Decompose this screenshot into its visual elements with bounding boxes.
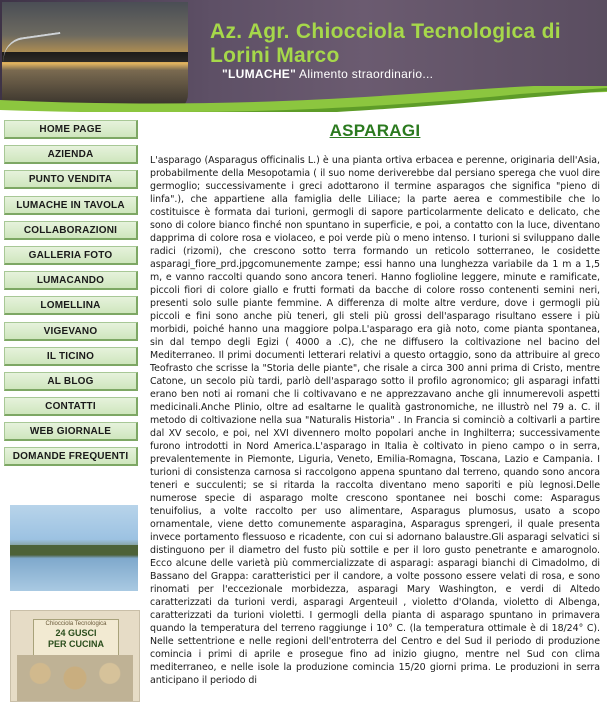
- site-title: Az. Agr. Chiocciola Tecnologica di Lorini Marco: [210, 20, 561, 67]
- nav-galleria-foto[interactable]: GALLERIA FOTO: [4, 246, 138, 265]
- nav-il-ticino[interactable]: IL TICINO: [4, 347, 138, 366]
- sidebar-nav: [0, 120, 140, 473]
- nav-home-page[interactable]: HOME PAGE: [4, 120, 138, 139]
- nav-lomellina[interactable]: LOMELLINA: [4, 296, 138, 315]
- nav-al-blog[interactable]: AL BLOG: [4, 372, 138, 391]
- nav-punto-vendita[interactable]: PUNTO VENDITA: [4, 170, 138, 189]
- main-content: [150, 120, 600, 687]
- product-label: [33, 619, 119, 657]
- snail-shells-product-photo[interactable]: [10, 610, 140, 702]
- article-body: L'asparago (Asparagus officinalis L.) è una pianta ortiva erbacea e perenne, originaria dell'Asia, probabilmente della Mesopotamia ( il suo nome deriverebbe dal persiano sperega che vuol dire germoglio; successivamente i greci adottarono il termine asparagos che significa "pieno di linfa".), che appartiene alla famiglia delle Liliace; la parte aerea e commestibile che lo costituisce è formata dai turioni, germogli di sapore particolarmente delicato e delicato, che sono di colore bianco finché non spuntano in superficie, e poi, a contatto con la luce, diventano dapprima di colore rosa e violaceo, e poi verde più o meno intenso. I turioni si sviluppano dalle radici (rizomi), che crescono sotto terra formando un reticolo sotterraneo, le cosidette asparagi_fiore_prd.jpgcomunemente zampe; essi hanno una lunghezza variabile da 1 m a 1,5 m, e vanno raccolti quando sono ancora teneri. Hanno foglioline leggere, minute e ramificate, piccoli fiori di colore giallo e frutti formati da bacche di colore rosso contenenti semini neri, presenti solo sulle piante femmine. A differenza di molte altre verdure, dove i germogli più piccoli e fini sono anche più teneri, gli steli più grossi dell'asparago risultano essere i più morbidi, poiché hanno una maggiore polpa.L'asparago era già noto, come pianta spontanea, sin dal tempo degli Egizi ( 4000 a .C), che ne diffusero la coltivazione nel bacino del Mediterraneo. Il primi documenti letterari relativi a questo ortaggio, sono da attribuire al greco Teofrasto che scrisse la "Storia delle piante", che risale a circa 300 anni prima di Cristo, mentre Catone, un secolo più tardi, parlò dell'asparago sotto il profilo agronomico; gli asparagi infatti erano ben noti ai romani che li coltivavano e ne apprezzavano anche gli innumerevoli aspetti medicinali.Anche Plinio, oltre ad esaltarne le qualità gastronomiche, ne illustrò nel 79 a. C. il metodo di coltivazione nella sua "Naturalis Historia" . In Francia si cominciò a coltivarli a partire dal XV secolo, e poi, nel XVI divennero molto popolari anche in Inghilterra; successivamente furono introdotti in Nord America.L'asparago in Italia è coltivato in pieno campo o in serra, prevalentemente in Piemonte, Liguria, Veneto, Emilia-Romagna, Toscana, Lazio e Campania. I turioni di consistenza carnosa si raccolgono appena spuntano dal terreno, quando sono ancora teneri e succulenti; se si ritarda la raccolta diventano meno saporiti e più legnosi.Delle numerose specie di asparago molte crescono spontanee nei boschi come: Asparagus tenuifolius, a volte raccolto per uso alimentare, Asparagus plumosus, usato a scopo ornamentale, viene detto comunemente asparagina, Asparagus sprengeri, il quale presenta invece portamento flessuoso e ricadente, con cui si adornano balaustre.Gli asparagi selvatici si distinguono per il diametro del fusto più sottile e per il loro gusto penetrante e amarognolo. Ecco alcune delle varietà più commercializzate di asparagi: asparagi bianchi di Cimadolmo, di Bassano del Grappa: caratteristici per il candore, a volte possono essere velati di rosa, e sono rinomati per l'eccezionale morbidezza, asparagi Mary Washington, e verdi di Altedo caratterizzati da turioni verdi, asparagi Argenteuil , violetto d'Olanda, violetto di Albenga, caratterizzati da turioni violetti. I germogli della pianta di asparago spuntano in primavera quando la temperatura del terreno raggiunge i 10° C. (la temperatura ottimale è di 18/24° C). Nelle settentrione e nelle regioni dell'entroterra del Centro e del Sud il periodo di produzione comincia i primi di aprile e prosegue fino ad inizio giugno, mentre nel Sud con clima mediterraneo, e nelle isole la produzione comincia 15/20 giorni prima. Le produzioni in serra anticipano il periodo di: [150, 155, 600, 686]
- nav-web-giornale[interactable]: WEB GIORNALE: [4, 422, 138, 441]
- lake-landscape-photo[interactable]: [10, 505, 138, 591]
- subtitle-quote: "LUMACHE": [222, 67, 297, 81]
- product-line2: PER CUCINA: [47, 639, 104, 649]
- nav-contatti[interactable]: CONTATTI: [4, 397, 138, 416]
- nav-lumache-in-tavola[interactable]: LUMACHE IN TAVOLA: [4, 196, 138, 215]
- nav-collaborazioni[interactable]: COLLABORAZIONI: [4, 221, 138, 240]
- header-green-wave: [0, 86, 607, 112]
- nav-vigevano[interactable]: VIGEVANO: [4, 322, 138, 341]
- subtitle-rest: Alimento straordinario...: [296, 67, 434, 81]
- site-header: [0, 0, 607, 112]
- nav-domande-frequenti[interactable]: DOMANDE FREQUENTI: [4, 447, 138, 466]
- product-line1: 24 GUSCI: [55, 628, 97, 638]
- lake-treeline: [10, 545, 138, 555]
- snail-shells-image: [17, 655, 133, 701]
- page-title: ASPARAGI: [329, 121, 421, 140]
- nav-azienda[interactable]: AZIENDA: [4, 145, 138, 164]
- product-brand: Chiocciola Tecnologica: [45, 621, 107, 627]
- nav-lumacando[interactable]: LUMACANDO: [4, 271, 138, 290]
- site-subtitle: [222, 67, 433, 81]
